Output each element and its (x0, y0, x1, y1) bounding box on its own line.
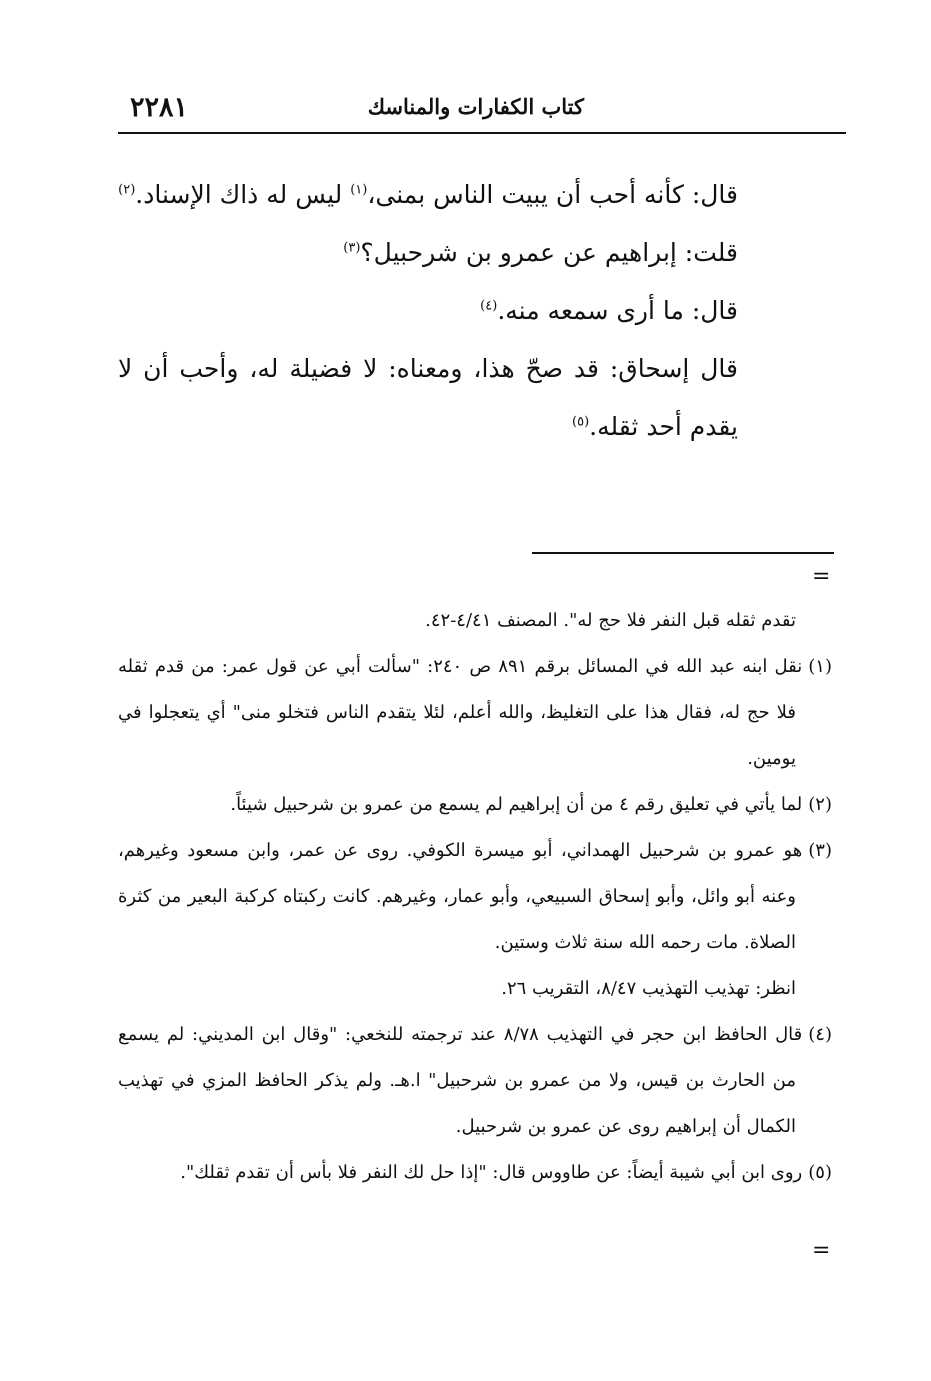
footnote-separator (532, 552, 834, 554)
footnote-ref: (٣) (343, 240, 361, 256)
footnote-continued: تقدم ثقله قبل النفر فلا حج له". المصنف ٤/٤١-٤٢. (425, 610, 796, 631)
paragraph: قال: ما أرى سمعه منه.$^{(٤)}$ (480, 296, 738, 325)
footnote-ref: (٤) (480, 298, 498, 314)
paragraph: قال إسحاق: قد صحّ هذا، ومعناه: لا فضيلة له، وأحب أن لا يقدم أحد ثقله.$^{(٥)}$ (118, 354, 738, 441)
footnote-1: (١)نقل ابنه عبد الله في المسائل برقم ٨٩١ ص ٢٤٠: "سألت أبي عن قول عمر: من قدم ثقله فلا حج له، فقال هذا على التغليظ، والله أعلم، لئلا يتقدم الناس فتخلو منى" أي يتعجلوا في يومين. (118, 656, 832, 769)
footnote-ref: (٥) (572, 414, 590, 430)
footnote-ref: (٢) (118, 182, 136, 198)
footnote-2: (٢)لما يأتي في تعليق رقم ٤ من أن إبراهيم لم يسمع من عمرو بن شرحبيل شيئاً. (230, 794, 832, 815)
page-number: ٢٢٨١ (130, 92, 189, 123)
footnote-3: (٣)هو عمرو بن شرحبيل الهمداني، أبو ميسرة الكوفي. روى عن عمر، وابن مسعود وغيرهم، وعنه أبو وائل، وأبو إسحاق السبيعي، وأبو عمار، وغيرهم. كانت ركبتاه كركبة البعير من كثرة الصلاة. مات رحمه الله سنة ثلاث وستين. (118, 840, 832, 953)
paragraph: قال: كأنه أحب أن يبيت الناس بمنى،$^{(١)}$ ليس له ذاك الإسناد.$^{(٢)}$ (118, 180, 738, 209)
main-text (118, 166, 738, 456)
running-title: كتاب الكفارات والمناسك (367, 94, 584, 119)
footnote-3-source: انظر: تهذيب التهذيب ٨/٤٧، التقريب ٢٦. (501, 978, 796, 999)
header-rule (118, 132, 846, 134)
footnote-4: (٤)قال الحافظ ابن حجر في التهذيب ٨/٧٨ عند ترجمته للنخعي: "وقال ابن المديني: لم يسمع من الحارث بن قيس، ولا من عمرو بن شرحبيل" ا.هـ. ولم يذكر الحافظ المزي في تهذيب الكمال أن إبراهيم روى عن عمرو بن شرحبيل. (118, 1024, 832, 1137)
footnote-5: (٥)روى ابن أبي شيبة أيضاً: عن طاووس قال: "إذا حل لك النفر فلا بأس أن تقدم ثقلك". (180, 1162, 832, 1183)
page-header (118, 86, 846, 130)
paragraph: قلت: إبراهيم عن عمرو بن شرحبيل؟$^{(٣)}$ (343, 238, 738, 267)
continuation-mark-bottom: = (812, 1238, 831, 1263)
continuation-mark-top: = (812, 564, 831, 589)
footnotes (118, 598, 832, 1196)
footnote-ref: (١) (350, 182, 368, 198)
